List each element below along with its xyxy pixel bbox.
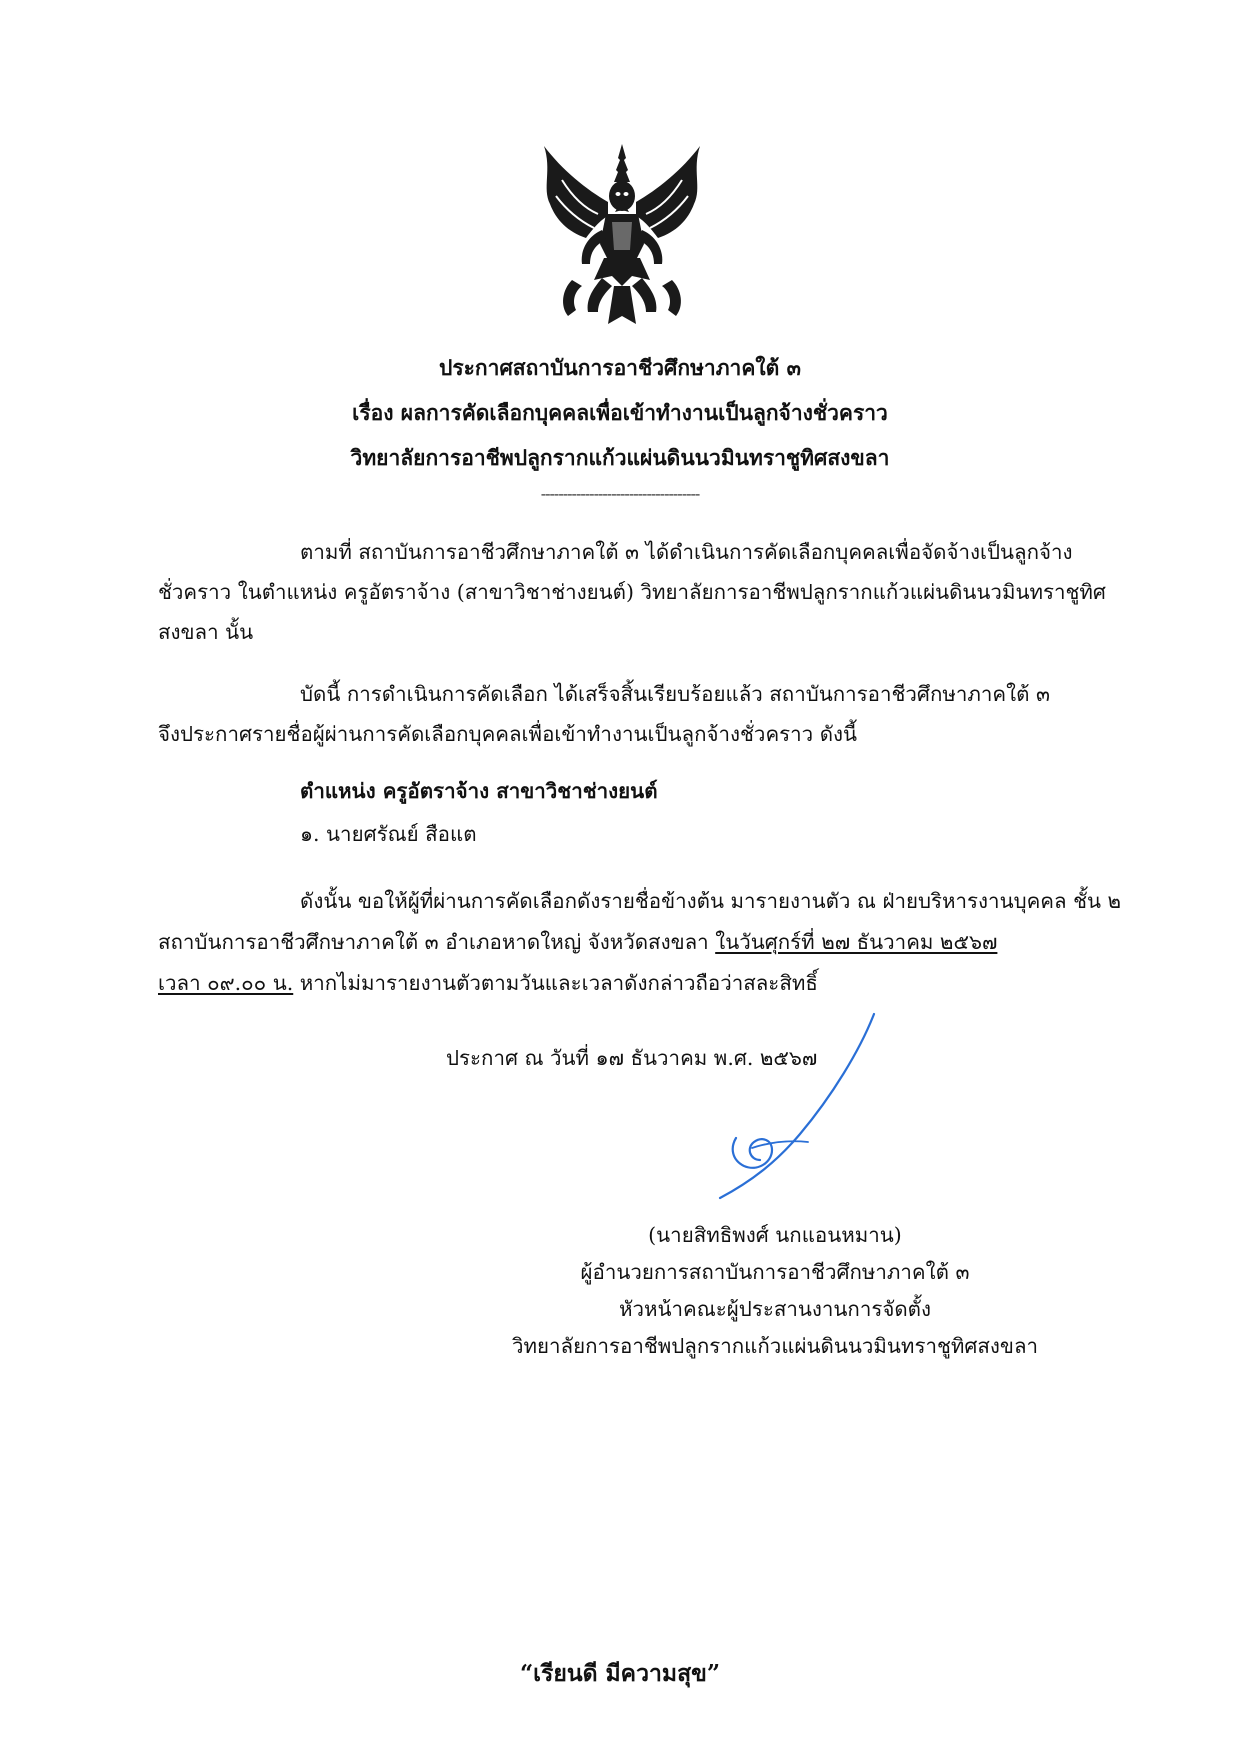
college-name-heading: วิทยาลัยการอาชีพปลูกรากแก้วแผ่นดินนวมินทราชูทิศสงขลา <box>350 445 890 470</box>
signer-title-3: วิทยาลัยการอาชีพปลูกรากแก้วแผ่นดินนวมินทราชูทิศสงขลา <box>511 1334 1039 1358</box>
garuda-emblem-icon <box>532 140 712 330</box>
report-time: เวลา ๐๙.๐๐ น. <box>158 971 294 995</box>
paragraph-1-line-1: ตามที่ สถาบันการอาชีวศึกษาภาคใต้ ๓ ได้ดำเนินการคัดเลือกบุคคลเพื่อจัดจ้างเป็นลูกจ้าง <box>300 540 1073 564</box>
paragraph-3-line-2 <box>158 927 997 957</box>
paragraph-1-line-3: สงขลา นั้น <box>158 620 254 644</box>
position-heading: ตำแหน่ง ครูอัตราจ้าง สาขาวิชาช่างยนต์ <box>300 779 658 803</box>
paragraph-3-line-3 <box>158 968 818 998</box>
paragraph-2-line-2: จึงประกาศรายชื่อผู้ผ่านการคัดเลือกบุคคลเพื่อเข้าทำงานเป็นลูกจ้างชั่วคราว ดังนี้ <box>158 722 858 746</box>
paragraph-3-line-1: ดังนั้น ขอให้ผู้ที่ผ่านการคัดเลือกดังรายชื่อข้างต้น มารายงานตัว ณ ฝ่ายบริหารงานบุคคล ชั้น ๒ <box>300 889 1122 913</box>
handwritten-signature-icon <box>660 1010 890 1210</box>
selected-candidate: ๑. นายศรัณย์ สือแต <box>300 822 477 846</box>
signer-title-2: หัวหน้าคณะผู้ประสานงานการจัดตั้ง <box>618 1297 931 1321</box>
paragraph-2-line-1: บัดนี้ การดำเนินการคัดเลือก ได้เสร็จสิ้นเรียบร้อยแล้ว สถาบันการอาชีวศึกษาภาคใต้ ๓ <box>300 682 1050 706</box>
signer-name: (นายสิทธิพงศ์ นกแอนหมาน) <box>648 1223 902 1247</box>
announcement-title: ประกาศสถาบันการอาชีวศึกษาภาคใต้ ๓ <box>439 355 801 380</box>
motto-footer: “เรียนดี มีความสุข” <box>519 1660 721 1687</box>
paragraph-1-line-2: ชั่วคราว ในตำแหน่ง ครูอัตราจ้าง (สาขาวิชาช่างยนต์) วิทยาลัยการอาชีพปลูกรากแก้วแผ่นดินนวมินทราชูทิศ <box>158 580 1106 604</box>
location-text: สถาบันการอาชีวศึกษาภาคใต้ ๓ อำเภอหาดใหญ่ จังหวัดสงขลา <box>158 930 716 954</box>
report-date: ในวันศุกร์ที่ ๒๗ ธันวาคม ๒๕๖๗ <box>715 930 998 954</box>
announcement-subject: เรื่อง ผลการคัดเลือกบุคคลเพื่อเข้าทำงานเป็นลูกจ้างชั่วคราว <box>352 400 888 425</box>
forfeit-notice: หากไม่มารายงานตัวตามวันและเวลาดังกล่าวถือว่าสละสิทธิ์ <box>293 971 818 995</box>
signer-title-1: ผู้อำนวยการสถาบันการอาชีวศึกษาภาคใต้ ๓ <box>580 1260 970 1284</box>
announcement-date: ประกาศ ณ วันที่ ๑๗ ธันวาคม พ.ศ. ๒๕๖๗ <box>446 1046 818 1070</box>
header-divider: ------------------------------------ <box>540 484 700 503</box>
